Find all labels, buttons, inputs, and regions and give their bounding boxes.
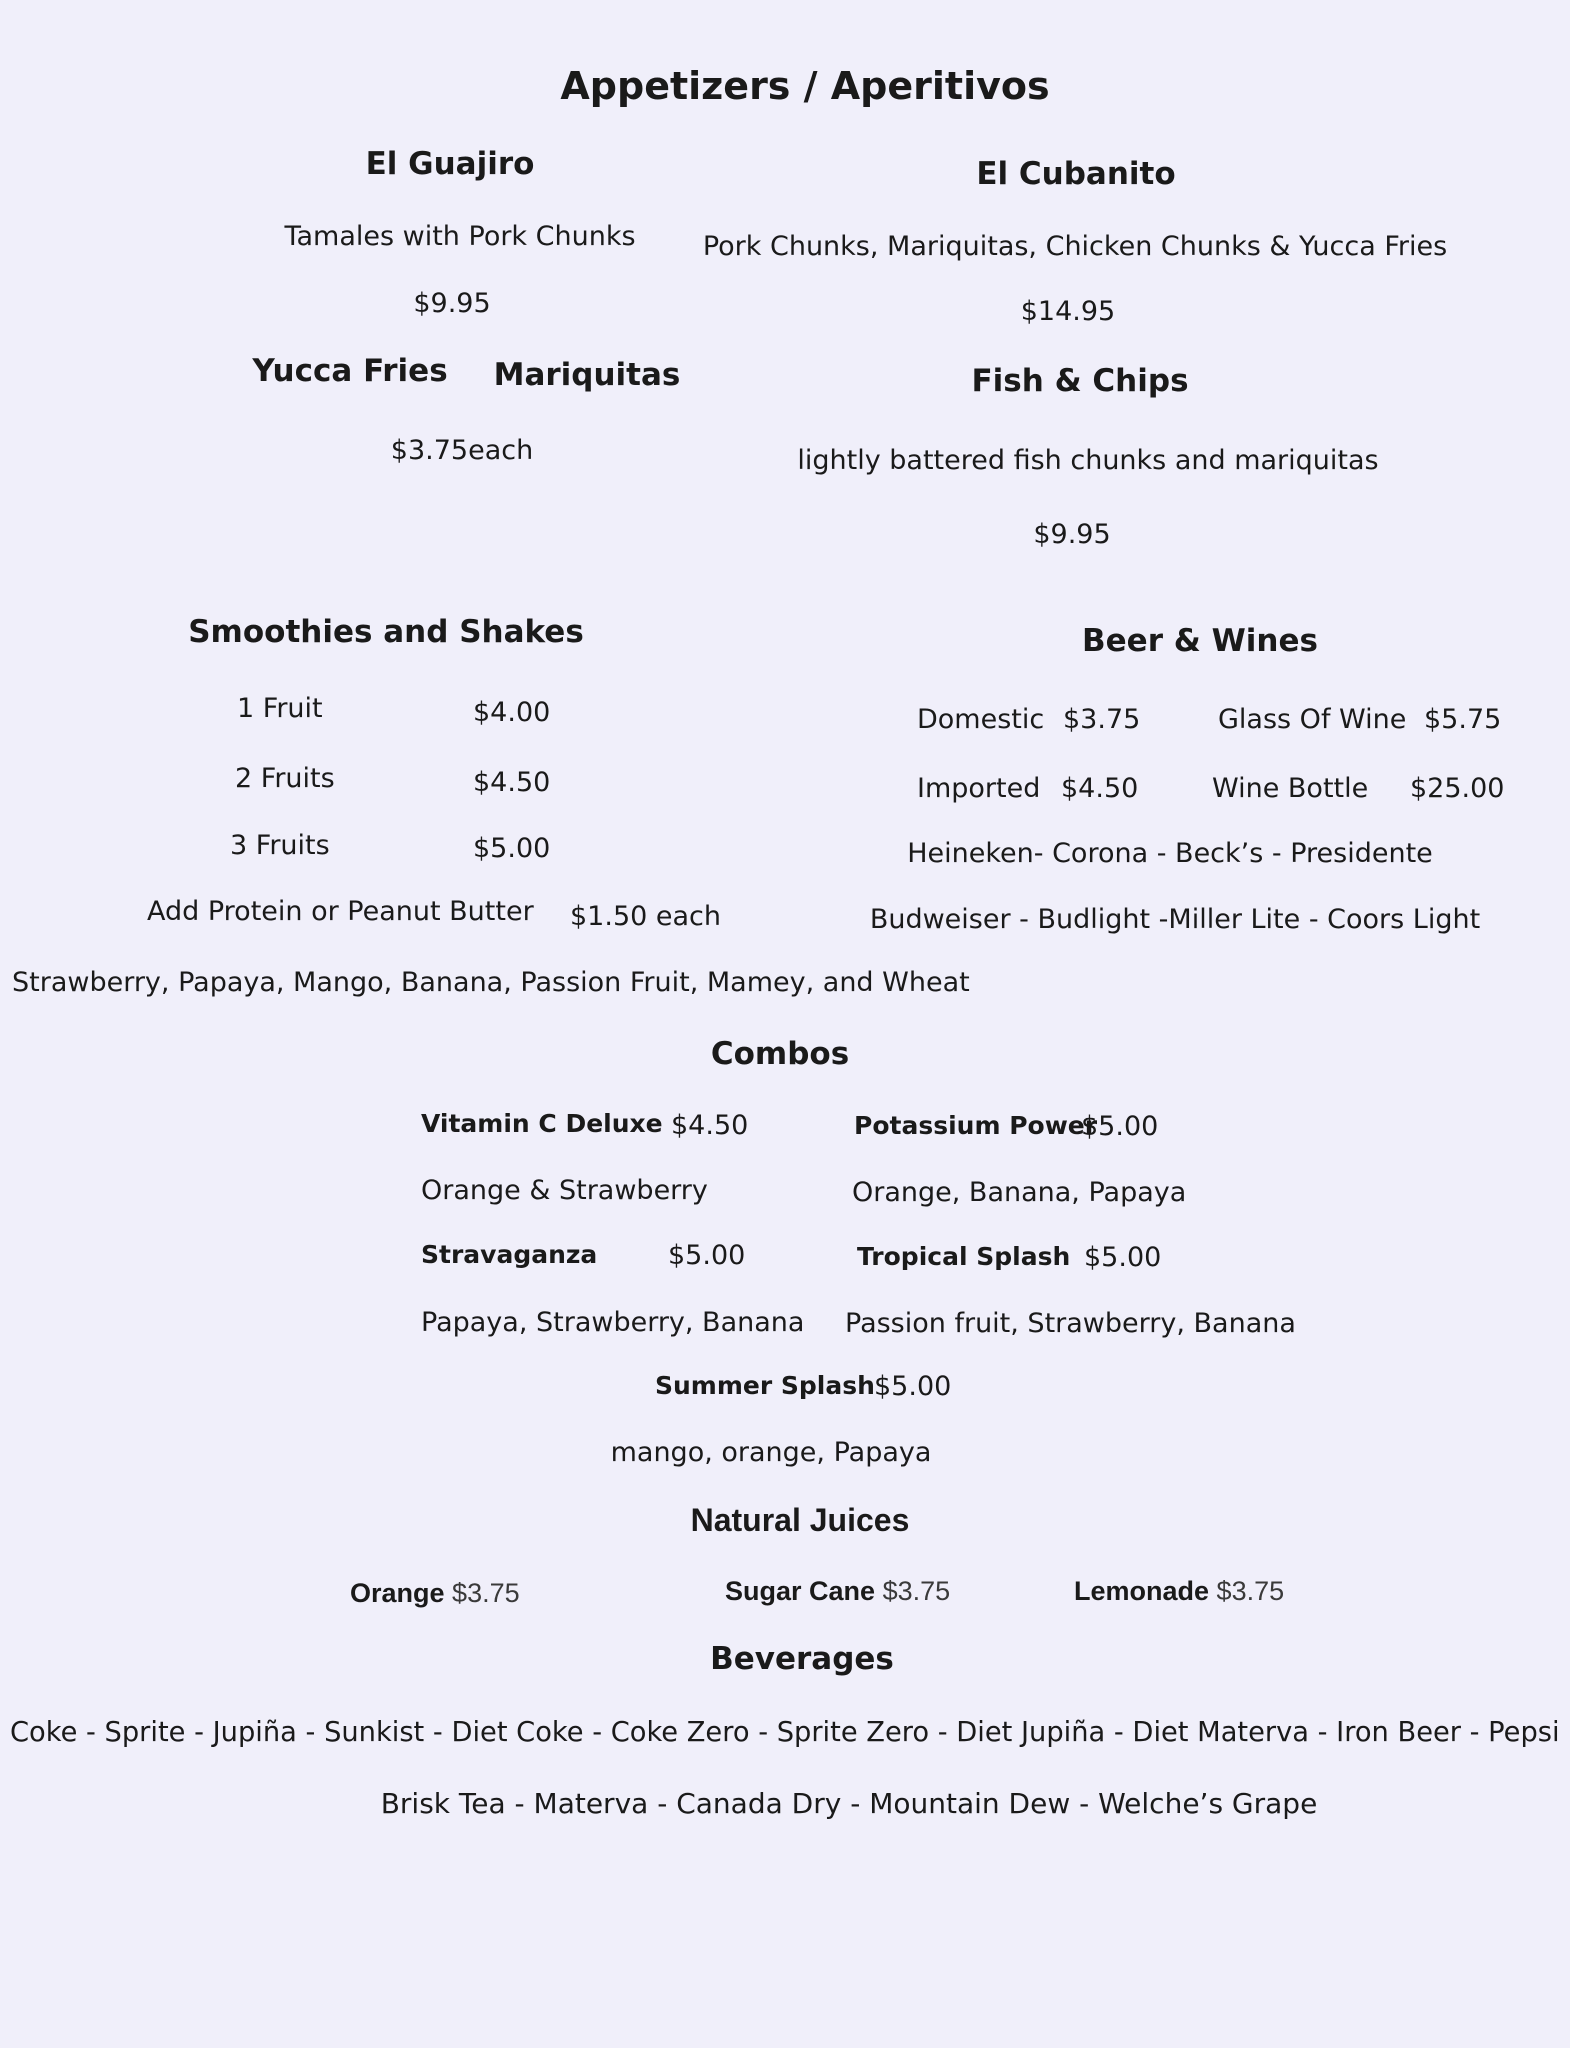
fish-chips-name: Fish & Chips	[971, 363, 1189, 399]
beverages-heading: Beverages	[710, 1641, 894, 1677]
combo-potassium-name: Potassium Power	[854, 1111, 1098, 1140]
smoothies-heading: Smoothies and Shakes	[188, 614, 584, 650]
beverages-line1: Coke - Sprite - Jupiña - Sunkist - Diet Coke - Coke Zero - Sprite Zero - Diet Jupiña - Diet Materva - Iron Beer - Pepsi	[10, 1717, 1560, 1748]
juice-sugar-cane	[725, 1576, 950, 1607]
smoothie-flavors: Strawberry, Papaya, Mango, Banana, Passion Fruit, Mamey, and Wheat	[12, 967, 970, 998]
combo-stravaganza-name: Stravaganza	[421, 1240, 598, 1269]
yucca-fries-name: Yucca Fries	[252, 353, 448, 389]
beer-domestic-price: $3.75	[1063, 704, 1141, 735]
combo-summer-desc: mango, orange, Papaya	[610, 1437, 932, 1468]
beer-brands-line2: Budweiser - Budlight -Miller Lite - Coors Light	[869, 904, 1481, 935]
wine-glass-price: $5.75	[1424, 704, 1502, 735]
combo-tropical-desc: Passion fruit, Strawberry, Banana	[845, 1308, 1296, 1339]
beverages-line2: Brisk Tea - Materva - Canada Dry - Mountain Dew - Welche’s Grape	[380, 1787, 1318, 1820]
wine-glass-label: Glass Of Wine	[1218, 704, 1407, 735]
wine-bottle-label: Wine Bottle	[1212, 773, 1369, 804]
beer-brands-line1: Heineken- Corona - Beck’s - Presidente	[907, 838, 1433, 869]
combo-stravaganza-price: $5.00	[668, 1240, 746, 1271]
el-guajiro-price: $9.95	[413, 288, 491, 319]
combo-potassium-price: $5.00	[1081, 1111, 1159, 1142]
smoothie-price-3: $5.00	[473, 833, 551, 864]
beer-wines-heading: Beer & Wines	[1082, 623, 1318, 659]
combo-stravaganza-desc: Papaya, Strawberry, Banana	[421, 1307, 805, 1338]
juice-orange	[350, 1578, 520, 1609]
combo-vitamin-c-name: Vitamin C Deluxe	[421, 1109, 663, 1138]
sides-price: $3.75each	[390, 435, 534, 466]
combos-heading: Combos	[710, 1036, 850, 1072]
juice-lemonade-price: $3.75	[1216, 1576, 1285, 1606]
smoothie-label-2: 2 Fruits	[235, 763, 335, 794]
juice-orange-name: Orange	[350, 1578, 445, 1608]
beer-imported-label: Imported	[917, 773, 1041, 804]
el-guajiro-name: El Guajiro	[365, 146, 535, 182]
juice-lemonade	[1074, 1576, 1284, 1607]
el-cubanito-price: $14.95	[1020, 296, 1116, 327]
wine-bottle-price: $25.00	[1410, 773, 1505, 804]
smoothie-label-3: 3 Fruits	[230, 830, 330, 861]
combo-summer-price: $5.00	[874, 1371, 952, 1402]
combo-potassium-desc: Orange, Banana, Papaya	[852, 1177, 1187, 1208]
fish-chips-price: $9.95	[1033, 519, 1111, 550]
smoothie-addon-price: $1.50 each	[570, 901, 721, 932]
appetizers-heading: Appetizers / Aperitivos	[560, 64, 1050, 108]
beer-imported-price: $4.50	[1061, 773, 1139, 804]
smoothie-addon-label: Add Protein or Peanut Butter	[147, 896, 534, 927]
combo-tropical-price: $5.00	[1084, 1242, 1162, 1273]
el-guajiro-desc: Tamales with Pork Chunks	[284, 221, 636, 252]
smoothie-label-1: 1 Fruit	[237, 693, 323, 724]
combo-summer-name: Summer Splash	[655, 1371, 875, 1400]
beer-domestic-label: Domestic	[917, 704, 1045, 735]
el-cubanito-name: El Cubanito	[976, 156, 1176, 192]
juice-orange-price: $3.75	[452, 1578, 520, 1608]
combo-vitamin-c-desc: Orange & Strawberry	[421, 1175, 708, 1206]
juice-sugar-cane-price: $3.75	[882, 1576, 951, 1606]
combo-tropical-name: Tropical Splash	[857, 1242, 1071, 1271]
el-cubanito-desc: Pork Chunks, Mariquitas, Chicken Chunks & Yucca Fries	[702, 231, 1448, 262]
smoothie-price-1: $4.00	[473, 697, 551, 728]
fish-chips-desc: lightly battered fish chunks and mariquitas	[797, 445, 1379, 476]
juices-heading: Natural Juices	[690, 1502, 910, 1538]
smoothie-price-2: $4.50	[473, 767, 551, 798]
juice-lemonade-name: Lemonade	[1074, 1576, 1210, 1606]
juice-sugar-cane-name: Sugar Cane	[725, 1576, 876, 1606]
mariquitas-name: Mariquitas	[493, 357, 681, 393]
combo-vitamin-c-price: $4.50	[671, 1110, 749, 1141]
